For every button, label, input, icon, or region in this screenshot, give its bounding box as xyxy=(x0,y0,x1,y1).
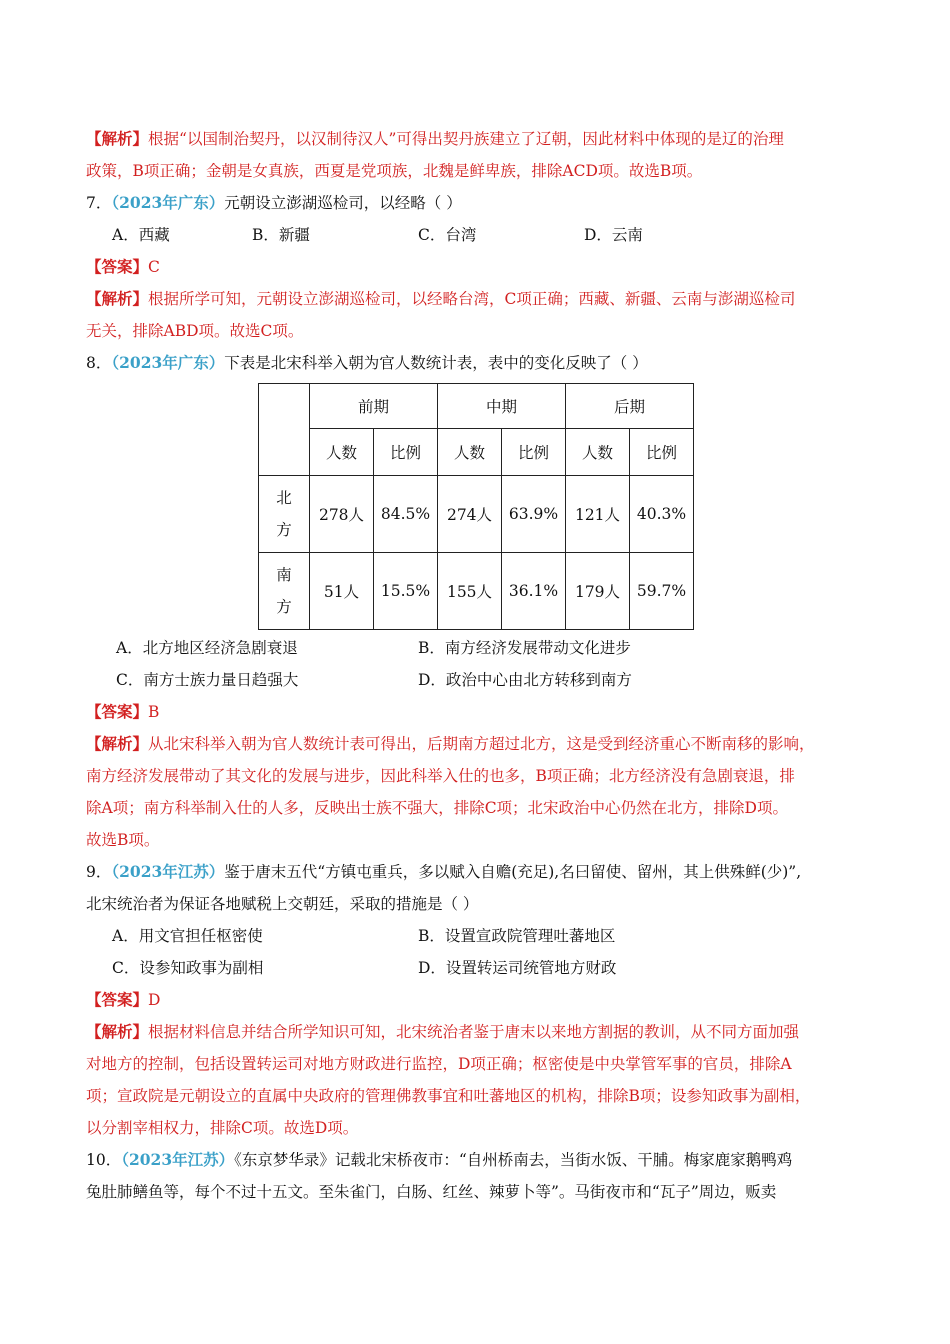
q7-answer-tag: 【答案】 xyxy=(86,257,149,276)
q8-analysis-line-4: 故选B项。 xyxy=(86,831,160,849)
table-corner-cell xyxy=(259,384,310,476)
q9-analysis-line-2: 对地方的控制，包括设置转运司对地方财政进行监控，D项正确；枢密使是中央掌管军事的官员，排除A xyxy=(86,1055,792,1073)
q7-analysis-tag: 【解析】 xyxy=(86,289,149,308)
q6-analysis-text-1: 根据“以国制治契丹，以汉制待汉人”可得出契丹族建立了辽朝，因此材料中体现的是辽的治理 xyxy=(148,130,784,148)
q9-answer xyxy=(86,984,868,1016)
table-cell: 121人 xyxy=(566,476,630,553)
q9-option-b: B．设置宣政院管理吐蕃地区 xyxy=(418,927,616,945)
q8-source: （2023年广东） xyxy=(111,353,225,372)
q8-option-c: C．南方士族力量日趋强大 xyxy=(116,671,299,689)
table-subheader: 比例 xyxy=(374,429,438,476)
table-row xyxy=(259,476,694,553)
table-region-cell xyxy=(259,476,310,553)
table-region-cell xyxy=(259,553,310,630)
table-cell: 179人 xyxy=(566,553,630,630)
table-cell: 40.3% xyxy=(630,476,694,553)
q8-answer-value: B xyxy=(148,703,160,721)
table-cell: 63.9% xyxy=(502,476,566,553)
q8-analysis-tag: 【解析】 xyxy=(86,734,149,753)
q8-statistics-table xyxy=(258,383,694,630)
q8-analysis-text-1: 从北宋科举入朝为官人数统计表可得出，后期南方超过北方，这是受到经济重心不断南移的影响， xyxy=(148,735,815,753)
q7-answer xyxy=(86,251,868,283)
q8-stem-text: 下表是北宋科举入朝为官人数统计表，表中的变化反映了（ ） xyxy=(224,354,648,372)
q9-analysis-line-3: 项；宣政院是元朝设立的直属中央政府的管理佛教事宜和吐蕃地区的机构，排除B项；设参知政事为副相， xyxy=(86,1087,811,1105)
table-subheader-row xyxy=(259,429,694,476)
region-char: 北 xyxy=(276,489,292,507)
q9-option-c: C．设参知政事为副相 xyxy=(112,959,264,977)
table-row xyxy=(259,553,694,630)
q7-answer-value: C xyxy=(148,258,160,276)
q8-option-d: D．政治中心由北方转移到南方 xyxy=(418,671,632,689)
region-char: 方 xyxy=(276,598,292,616)
q9-stem-line-1 xyxy=(86,856,868,888)
q10-stem-text-1: 《东京梦华录》记载北宋桥夜市：“自州桥南去，当街水饭、干脯。梅家鹿家鹅鸭鸡 xyxy=(234,1151,793,1169)
region-char: 南 xyxy=(276,566,292,584)
q7-option-b: B．新疆 xyxy=(252,226,310,244)
q9-option-a: A．用文官担任枢密使 xyxy=(112,927,263,945)
q7-option-d: D．云南 xyxy=(584,226,643,244)
q9-answer-value: D xyxy=(148,991,161,1009)
q9-answer-tag: 【答案】 xyxy=(86,990,149,1009)
q9-stem-line-2: 北宋统治者为保证各地赋税上交朝廷，采取的措施是（ ） xyxy=(86,895,479,913)
q8-stem xyxy=(86,347,868,379)
table-cell: 84.5% xyxy=(374,476,438,553)
q7-options xyxy=(86,219,868,251)
q7-stem xyxy=(86,187,868,219)
q10-stem-line-1 xyxy=(86,1144,868,1176)
q9-source: （2023年江苏） xyxy=(111,862,225,881)
q7-analysis-line-1 xyxy=(86,283,868,315)
table-cell: 51人 xyxy=(310,553,374,630)
table-subheader: 比例 xyxy=(630,429,694,476)
q8-options-row-2 xyxy=(86,664,868,696)
table-period-late: 后期 xyxy=(566,384,694,429)
q6-analysis-line-2: 政策，B项正确；金朝是女真族，西夏是党项族，北魏是鲜卑族，排除ACD项。故选B项。 xyxy=(86,162,703,180)
table-cell: 274人 xyxy=(438,476,502,553)
q9-options-row-2 xyxy=(86,952,868,984)
q9-analysis-tag: 【解析】 xyxy=(86,1022,149,1041)
q8-analysis-line-3: 除A项；南方科举制入仕的人多，反映出士族不强大，排除C项；北宋政治中心仍然在北方，排除D项。 xyxy=(86,799,788,817)
table-period-middle: 中期 xyxy=(438,384,566,429)
q9-number: 9． xyxy=(86,863,112,881)
q8-option-b: B．南方经济发展带动文化进步 xyxy=(418,639,631,657)
table-cell: 15.5% xyxy=(374,553,438,630)
table-cell: 36.1% xyxy=(502,553,566,630)
document-page xyxy=(86,123,868,1208)
q10-number: 10． xyxy=(86,1151,122,1169)
q8-option-a: A．北方地区经济急剧衰退 xyxy=(116,639,298,657)
q7-stem-text: 元朝设立澎湖巡检司，以经略（ ） xyxy=(224,194,462,212)
table-subheader: 人数 xyxy=(566,429,630,476)
q6-analysis-line-1 xyxy=(86,123,868,155)
q7-analysis-text-1: 根据所学可知，元朝设立澎湖巡检司，以经略台湾，C项正确；西藏、新疆、云南与澎湖巡检司 xyxy=(148,290,796,308)
table-cell: 278人 xyxy=(310,476,374,553)
q7-source: （2023年广东） xyxy=(111,193,225,212)
q10-source: （2023年江苏） xyxy=(121,1150,235,1169)
q8-answer xyxy=(86,696,868,728)
q9-analysis-line-1 xyxy=(86,1016,868,1048)
q8-options-row-1 xyxy=(86,632,868,664)
q9-analysis-text-1: 根据材料信息并结合所学知识可知，北宋统治者鉴于唐末以来地方割据的教训，从不同方面加强 xyxy=(148,1023,800,1041)
q9-analysis-line-4: 以分割宰相权力，排除C项。故选D项。 xyxy=(86,1119,359,1137)
q8-analysis-line-2: 南方经济发展带动了其文化的发展与进步，因此科举入仕的也多，B项正确；北方经济没有急剧衰退，排 xyxy=(86,767,795,785)
table-header-row xyxy=(259,384,694,429)
table-subheader: 人数 xyxy=(438,429,502,476)
q9-options-row-1 xyxy=(86,920,868,952)
q7-number: 7． xyxy=(86,194,112,212)
q9-stem-text-1: 鉴于唐末五代“方镇屯重兵，多以赋入自赡(充足),名曰留使、留州，其上供殊鲜(少)”, xyxy=(224,863,802,881)
q8-number: 8． xyxy=(86,354,112,372)
q7-option-a: A．西藏 xyxy=(112,226,170,244)
table-period-early: 前期 xyxy=(310,384,438,429)
table-subheader: 比例 xyxy=(502,429,566,476)
table-subheader: 人数 xyxy=(310,429,374,476)
q7-option-c: C．台湾 xyxy=(418,226,477,244)
q8-answer-tag: 【答案】 xyxy=(86,702,149,721)
q8-analysis-line-1 xyxy=(86,728,868,760)
q9-option-d: D．设置转运司统管地方财政 xyxy=(418,959,617,977)
table-cell: 155人 xyxy=(438,553,502,630)
q7-analysis-line-2: 无关，排除ABD项。故选C项。 xyxy=(86,322,304,340)
q6-analysis-tag: 【解析】 xyxy=(86,129,149,148)
q10-stem-line-2: 兔肚肺鳝鱼等，每个不过十五文。至朱雀门，白肠、红丝、辣萝卜等”。马街夜市和“瓦子”周边，贩卖 xyxy=(86,1183,777,1201)
table-cell: 59.7% xyxy=(630,553,694,630)
region-char: 方 xyxy=(276,521,292,539)
